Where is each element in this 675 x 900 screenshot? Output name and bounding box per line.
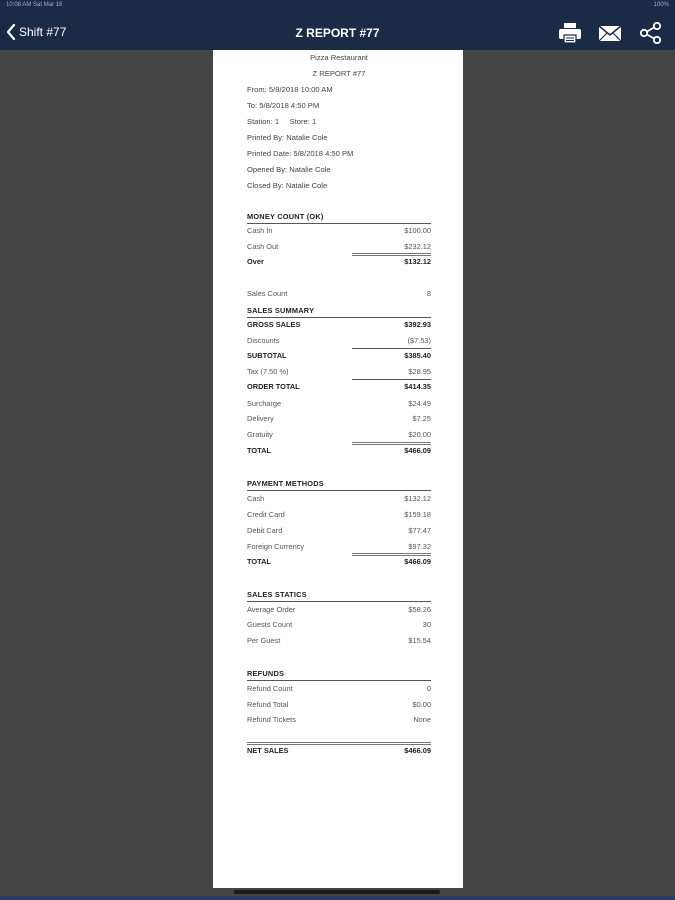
summary-row-order-total: ORDER TOTAL $414.35 (247, 382, 431, 391)
summary-row-subtotal: SUBTOTAL $385.40 (247, 351, 431, 360)
refunds-row-tickets: Refund Tickets None (247, 715, 431, 724)
money-row-over: Over $132.12 (247, 257, 431, 266)
summary-row-gross-sales: GROSS SALES $392.93 (247, 320, 431, 329)
report-station: Station: 1 Store: 1 (247, 117, 317, 126)
report-printed-by: Printed By: Natalie Cole (247, 133, 328, 142)
payment-row-cash: Cash $132.12 (247, 494, 431, 503)
summary-row-total: TOTAL $466.09 (247, 446, 431, 455)
print-icon (558, 22, 582, 44)
restaurant-name: Pizza Restaurant (310, 53, 368, 62)
share-button[interactable] (638, 20, 664, 46)
divider (352, 379, 431, 380)
divider (352, 553, 431, 556)
navigation-bar (0, 0, 675, 50)
summary-row-delivery: Delivery $7.25 (247, 414, 431, 423)
divider (352, 442, 431, 445)
home-indicator[interactable] (234, 890, 440, 894)
report-closed-by: Closed By: Natalie Cole (247, 181, 328, 190)
summary-row-gratuity: Gratuity $20.00 (247, 430, 431, 439)
status-battery: 100% (653, 2, 669, 8)
refunds-title: REFUNDS (247, 669, 431, 681)
refunds-row-total: Refund Total $0.00 (247, 700, 431, 709)
divider (352, 348, 431, 349)
money-count-title: MONEY COUNT (OK) (247, 212, 431, 224)
statics-row-guests-count: Guests Count 30 (247, 620, 431, 629)
payment-row-debit-card: Debit Card $77.47 (247, 526, 431, 535)
summary-row-tax: Tax (7.50 %) $28.95 (247, 367, 431, 376)
divider (247, 742, 431, 745)
payment-row-credit-card: Credit Card $159.18 (247, 510, 431, 519)
print-button[interactable] (557, 20, 583, 46)
statics-row-per-guest: Per Guest $15.54 (247, 636, 431, 645)
sales-count-row: Sales Count 8 (247, 289, 431, 298)
payment-row-foreign-currency: Foreign Currency $97.32 (247, 542, 431, 551)
money-row-cash-out: Cash Out $232.12 (247, 242, 431, 251)
report-title: Z REPORT #77 (312, 69, 366, 78)
sales-statics-title: SALES STATICS (247, 590, 431, 602)
net-sales-row: NET SALES $466.09 (247, 746, 431, 755)
statics-row-average-order: Average Order $58.26 (247, 605, 431, 614)
mail-button[interactable] (597, 20, 623, 46)
payment-methods-title: PAYMENT METHODS (247, 479, 431, 491)
mail-icon (598, 22, 622, 44)
report-opened-by: Opened By: Natalie Cole (247, 165, 331, 174)
money-row-cash-in: Cash In $100.00 (247, 226, 431, 235)
report-printed-date: Printed Date: 5/8/2018 4:50 PM (247, 149, 354, 158)
back-label: Shift #77 (19, 25, 67, 39)
summary-row-surcharge: Surcharge $24.49 (247, 399, 431, 408)
report-from: From: 5/8/2018 10:00 AM (247, 85, 333, 94)
status-time: 10:08 AM Sat Mar 16 (6, 2, 63, 8)
bottom-bar (0, 896, 675, 900)
page-title: Z REPORT #77 (295, 26, 380, 40)
share-icon (639, 22, 663, 44)
report-to: To: 5/8/2018 4:50 PM (247, 101, 320, 110)
summary-row-discounts: Discounts ($7.53) (247, 336, 431, 345)
refunds-row-count: Refund Count 0 (247, 684, 431, 693)
sales-summary-title: SALES SUMMARY (247, 306, 431, 318)
divider (352, 253, 431, 256)
report-paper (213, 50, 463, 888)
payment-row-total: TOTAL $466.09 (247, 557, 431, 566)
